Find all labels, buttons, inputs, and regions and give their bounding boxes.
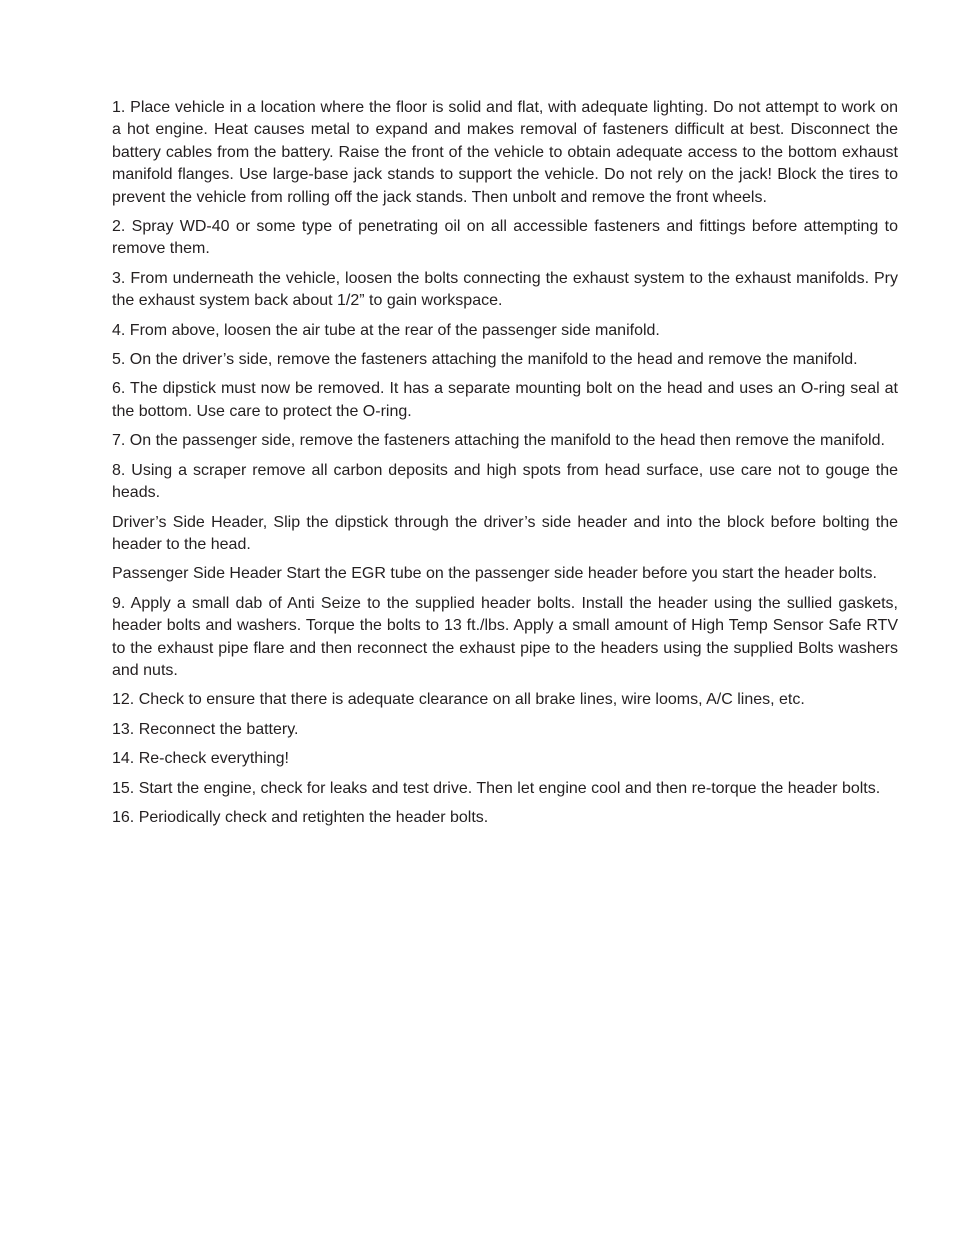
step-14-paragraph: 14. Re-check everything!	[112, 750, 289, 768]
step-7-paragraph: 7. On the passenger side, remove the fasteners attaching the manifold to the head then remove the manifold.	[112, 432, 885, 450]
step-9-paragraph: 9. Apply a small dab of Anti Seize to the supplied header bolts. Install the header using the sullied gaskets, header bolts and washers. Torque the bolts to 13 ft./lbs. Apply a small amount of High Temp Sensor Safe RTV to the exhaust pipe flare and then reconnect the exhaust pipe to the headers using the supplied Bolts washers and nuts.	[112, 594, 898, 679]
step-12-paragraph: 12. Check to ensure that there is adequate clearance on all brake lines, wire looms, A/C lines, etc.	[112, 691, 805, 709]
passenger-side-header-note: Passenger Side Header Start the EGR tube on the passenger side header before you start the header bolts.	[112, 565, 877, 583]
step-1-paragraph: 1. Place vehicle in a location where the floor is solid and flat, with adequate lighting. Do not attempt to work on a hot engine. Heat causes metal to expand and makes removal of fasteners difficult at best. Disconnect the battery cables from the battery. Raise the front of the vehicle to obtain adequate access to the bottom exhaust manifold flanges. Use large-base jack stands to support the vehicle. Do not rely on the jack! Block the tires to prevent the vehicle from rolling off the jack stands. Then unbolt and remove the front wheels.	[112, 99, 898, 206]
drivers-side-header-note: Driver’s Side Header, Slip the dipstick through the driver’s side header and into the block before bolting the header to the head.	[112, 513, 898, 553]
step-13-paragraph: 13. Reconnect the battery.	[112, 720, 299, 738]
step-3-paragraph: 3. From underneath the vehicle, loosen the bolts connecting the exhaust system to the exhaust manifolds. Pry the exhaust system back about 1/2” to gain workspace.	[112, 269, 898, 310]
step-2-paragraph: 2. Spray WD-40 or some type of penetrating oil on all accessible fasteners and fittings before attempting to remove them.	[112, 218, 898, 258]
step-8-paragraph: 8. Using a scraper remove all carbon deposits and high spots from head surface, use care not to gouge the heads.	[112, 461, 898, 502]
step-5-paragraph: 5. On the driver’s side, remove the fasteners attaching the manifold to the head and remove the manifold.	[112, 351, 858, 369]
step-6-paragraph: 6. The dipstick must now be removed. It has a separate mounting bolt on the head and uses an O-ring seal at the bottom. Use care to protect the O-ring.	[112, 380, 898, 420]
instructions-body	[112, 97, 898, 829]
step-16-paragraph: 16. Periodically check and retighten the header bolts.	[112, 808, 489, 826]
step-4-paragraph: 4. From above, loosen the air tube at the rear of the passenger side manifold.	[112, 321, 660, 339]
step-15-paragraph: 15. Start the engine, check for leaks and test drive. Then let engine cool and then re-torque the header bolts.	[112, 779, 881, 797]
